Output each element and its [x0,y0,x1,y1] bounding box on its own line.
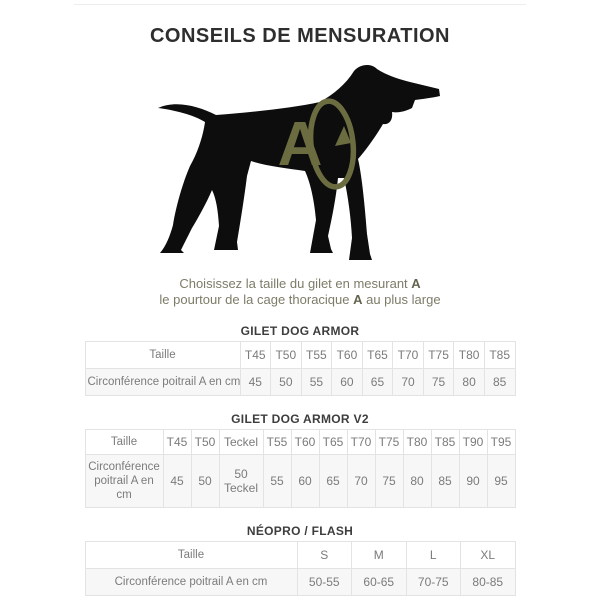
row-label-cell: Circonférence poitrail A en cm [85,369,240,396]
size-table-neopro-flash [85,541,516,596]
size-header-row [85,542,515,569]
row-label-cell: Circonférence poitrail A en cm [85,569,297,596]
size-header-row [85,342,515,369]
size-cell: T45 [240,342,271,369]
size-header-row [85,430,515,455]
size-cell: T80 [454,342,485,369]
value-cell: 45 [163,455,191,508]
size-cell: T80 [403,430,431,455]
value-cell: 70-75 [406,569,461,596]
row-label-cell: Taille [85,342,240,369]
size-cell: T60 [291,430,319,455]
value-cell: 80 [454,369,485,396]
table-heading: NÉOPRO / FLASH [246,524,354,538]
value-cell: 90 [459,455,487,508]
page-title: CONSEILS DE MENSURATION [149,25,451,47]
instruction-line-1 [0,276,600,292]
value-cell: 80-85 [461,569,516,596]
size-cell: T95 [487,430,515,455]
size-cell: T70 [393,342,424,369]
measure-label-a: A [277,110,323,179]
value-cell: 95 [487,455,515,508]
value-cell: 50 [271,369,302,396]
size-cell: T60 [332,342,363,369]
value-cell: 85 [431,455,459,508]
size-cell: T70 [347,430,375,455]
instruction-text: Choisissez la taille du gilet en mesurant [179,276,412,291]
value-cell: 60 [291,455,319,508]
size-table-gilet-dog-armor [85,341,516,396]
value-cell: 85 [484,369,515,396]
section-gilet-dog-armor-v2 [0,412,600,508]
value-cell: 70 [347,455,375,508]
value-cell: 50 Teckel [219,455,263,508]
value-cell: 55 [301,369,332,396]
instruction-a-bold: A [353,292,363,307]
measuring-instructions [0,276,600,308]
value-cell: 50-55 [297,569,352,596]
section-gilet-dog-armor [0,324,600,396]
value-cell: 45 [240,369,271,396]
value-cell: 75 [423,369,454,396]
value-row [85,569,515,596]
size-cell: T50 [191,430,219,455]
value-row [85,369,515,396]
row-label-cell: Taille [85,430,163,455]
size-cell: T75 [375,430,403,455]
instruction-text: au plus large [362,292,441,307]
instruction-line-2 [0,292,600,308]
value-cell: 65 [362,369,393,396]
value-cell: 55 [263,455,291,508]
value-cell: 60 [332,369,363,396]
section-neopro-flash [0,524,600,596]
value-cell: 65 [319,455,347,508]
instruction-text: le pourtour de la cage thoracique [159,292,354,307]
size-cell: T55 [263,430,291,455]
size-table-gilet-dog-armor-v2 [85,429,516,508]
row-label-cell: Circonférence poitrail A en cm [85,455,163,508]
top-divider [74,4,526,5]
size-cell: T55 [301,342,332,369]
size-cell: T45 [163,430,191,455]
size-cell: Teckel [219,430,263,455]
size-cell: T85 [484,342,515,369]
row-label-cell: Taille [85,542,297,569]
size-cell: T50 [271,342,302,369]
size-cell: T65 [319,430,347,455]
value-cell: 80 [403,455,431,508]
value-cell: 50 [191,455,219,508]
size-cell: S [297,542,352,569]
size-cell: T90 [459,430,487,455]
size-cell: T75 [423,342,454,369]
dog-silhouette-graphic [150,58,450,268]
table-heading: GILET DOG ARMOR V2 [231,412,369,426]
value-cell: 60-65 [352,569,407,596]
value-cell: 75 [375,455,403,508]
table-heading: GILET DOG ARMOR [240,324,360,338]
dog-measurement-figure [150,58,450,268]
instruction-a-bold: A [411,276,421,291]
size-cell: XL [461,542,516,569]
size-cell: M [352,542,407,569]
value-row [85,455,515,508]
size-cell: T85 [431,430,459,455]
value-cell: 70 [393,369,424,396]
size-cell: T65 [362,342,393,369]
size-cell: L [406,542,461,569]
